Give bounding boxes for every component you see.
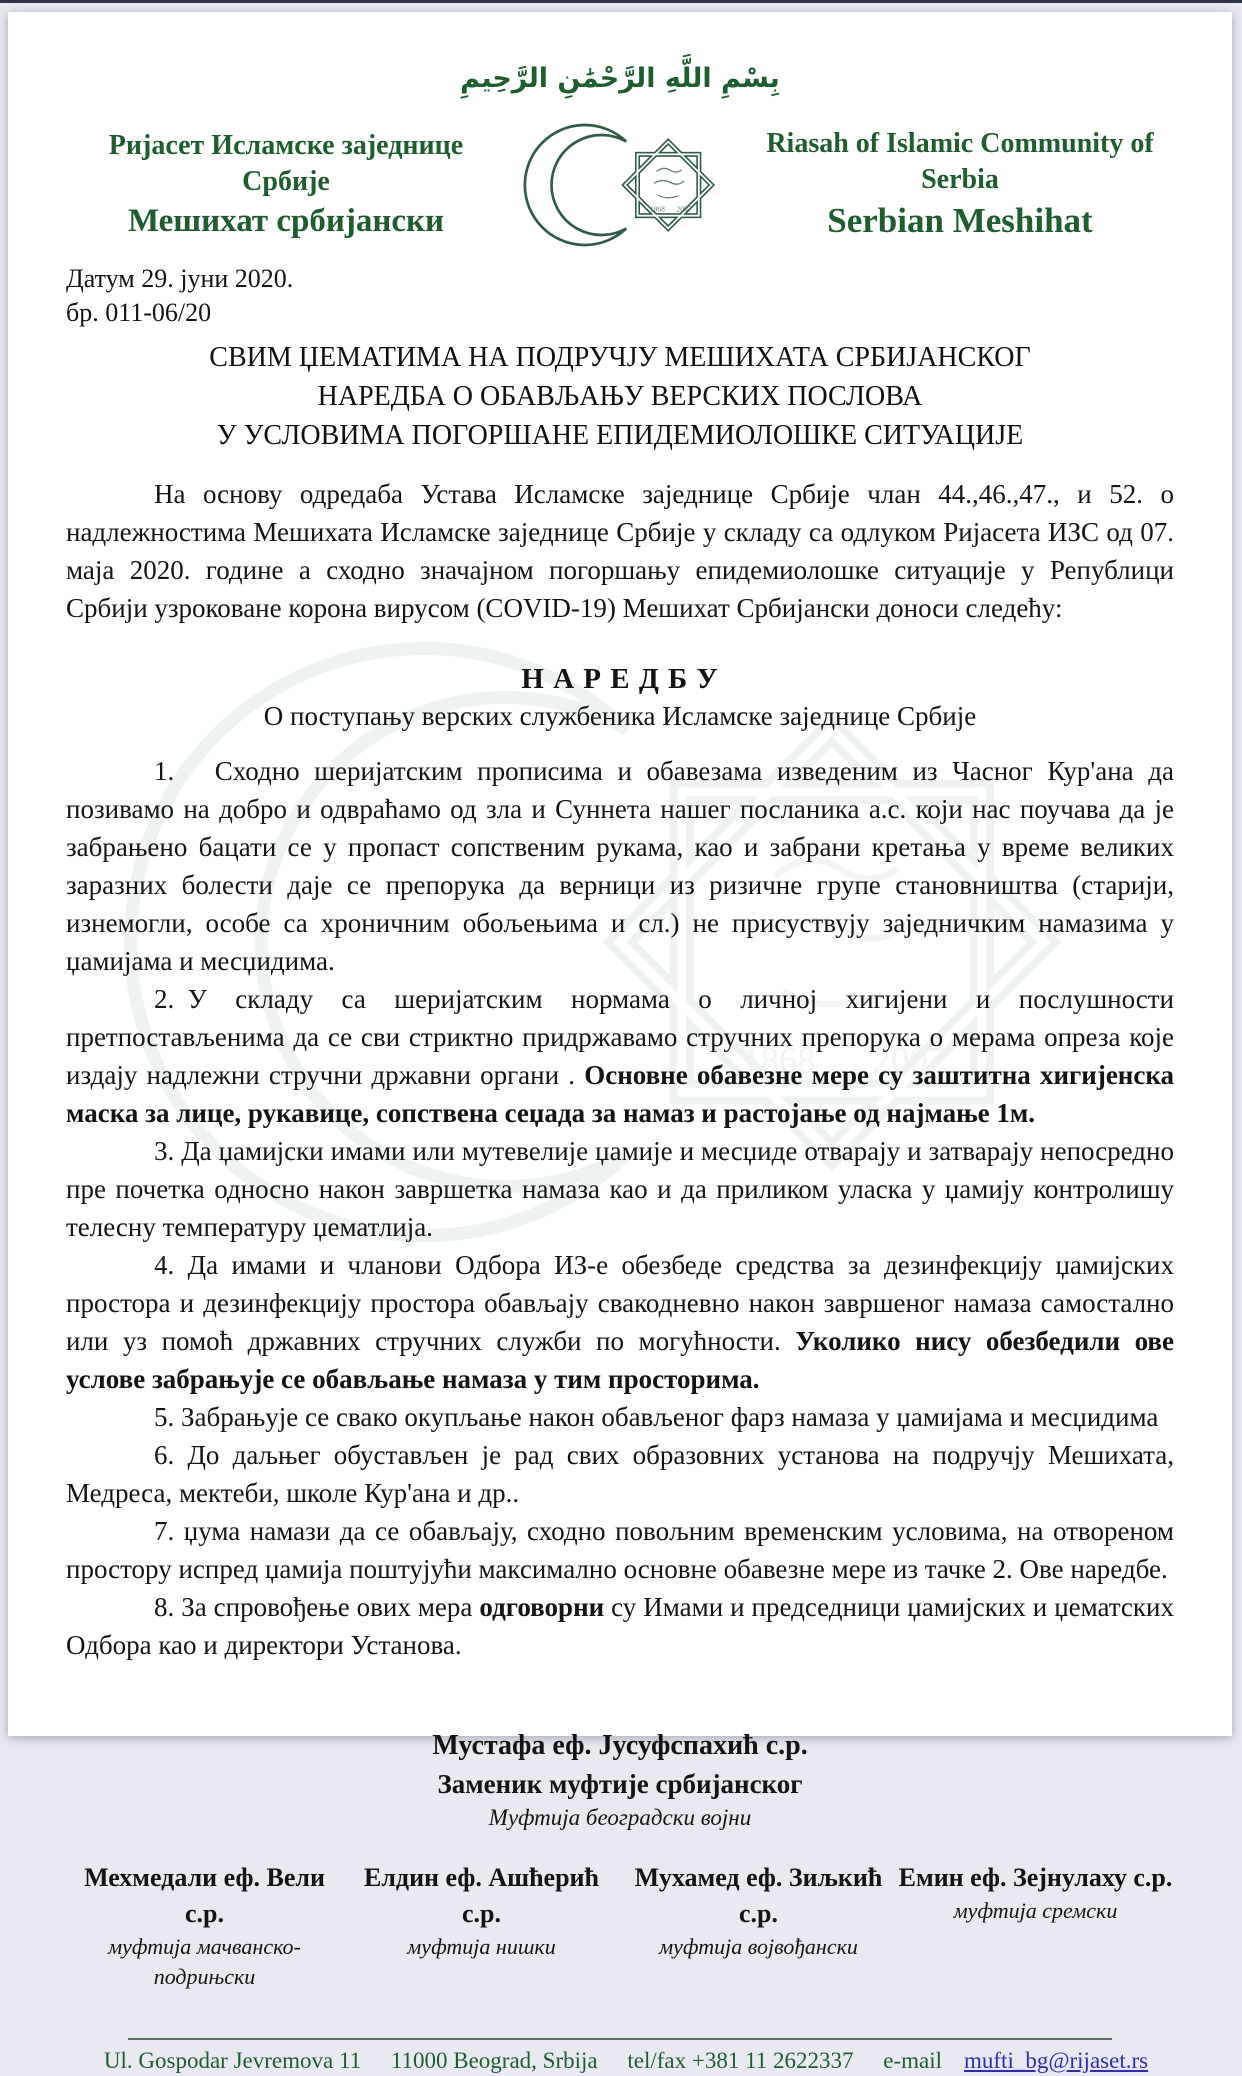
signatory-name: Мухамед еф. Зиљкић с.р. bbox=[634, 1863, 883, 1928]
order-item: 1. Сходно шеријатским прописима и обавезама изведеним из Часног Кур'ана да позивамо на добро и одвраћамо од зла и Суннета нашег посланика а.с. који нас поучава да је забрањено бацати се у пропаст сопственим рукама, као и забрани кретања у време великих заразних болести даје се препорука да верници из ризичне групе становништва (старији, изнемогли, особе са хроничним обољењима и сл.) не присуствују заједничким намазима у џамијама и месџидима. bbox=[66, 756, 1174, 976]
order-subtitle: О поступању верских службеника Исламске заједнице Србије bbox=[263, 701, 977, 731]
crescent-star-emblem-icon bbox=[514, 110, 739, 260]
footer-email-label: e-mail bbox=[883, 2048, 942, 2073]
org-name-cyrillic bbox=[66, 128, 506, 242]
signatory-4 bbox=[897, 1860, 1174, 1992]
signatory-title: муфтија нишки bbox=[407, 1934, 556, 1959]
signature-title: Заменик муфтије србијанског bbox=[437, 1769, 803, 1799]
signatory-name: Елдин еф. Ашћерић с.р. bbox=[363, 1863, 599, 1928]
footer-contact-line bbox=[66, 2046, 1174, 2076]
document-title bbox=[66, 338, 1174, 455]
footer-address: Ul. Gospodar Jevremova 11 bbox=[103, 2048, 362, 2073]
order-item: 2. У складу са шеријатским нормама о личној хигијени и послушности претпостављенима да се сви стриктно придржавамо стручних препорука о мерама опреза које издају надлежни стручни државни органи . Основне обавезне мере су заштитна хигијенска маска за лице, рукавице, сопствена сеџада за намаз и растојање од најмање 1м. bbox=[66, 984, 1174, 1128]
logo-container bbox=[506, 110, 746, 260]
signature-name: Мустафа еф. Јусуфспахић с.р. bbox=[432, 1730, 808, 1761]
footer-divider bbox=[128, 2038, 1112, 2040]
order-items bbox=[66, 752, 1174, 1664]
org-name-cyrillic-line1: Ријасет Исламске заједнице Србије bbox=[108, 130, 464, 197]
primary-signature-block bbox=[66, 1726, 1174, 1834]
document-page bbox=[8, 12, 1232, 2073]
footer-city: 11000 Beograd, Srbija bbox=[390, 2048, 598, 2073]
order-item: 3. Да џамијски имами или мутевелије џамије и месџиде отварају и затварају непосредно пре почетка односно након завршетка намаза као и да приликом уласка у џамију контролишу телесну температуру џематлија. bbox=[66, 1136, 1174, 1242]
signatory-title: муфтија сремски bbox=[953, 1898, 1118, 1923]
document-meta bbox=[66, 262, 1174, 330]
signatory-1 bbox=[66, 1860, 343, 1992]
bismillah-calligraphy: بِسْمِ اللَّهِ الرَّحْمَٰنِ الرَّحِيمِ bbox=[460, 63, 780, 94]
footer-email-link[interactable]: mufti_bg@rijaset.rs bbox=[964, 2048, 1149, 2073]
intro-paragraph: На основу одредаба Устава Исламске заједнице Србије члан 44.,46.,47., и 52. о надлежностима Мешихата Исламске заједнице Србије у складу са одлуком Ријасета ИЗС од 07. маја 2020. године а сходно значајном погоршању епидемиолошке ситуације у Републици Србији узроковане корона вирусом (COVID-19) Мешихат Србијански доноси следећу: bbox=[66, 479, 1174, 623]
order-heading: Н А Р Е Д Б У bbox=[521, 663, 719, 695]
order-item: 8. За спровођење ових мера одговорни су Имами и председници џамијских и џематских Одбора као и директори Установа. bbox=[66, 1592, 1174, 1660]
org-name-cyrillic-line2: Мешихат србијански bbox=[127, 203, 445, 239]
document-content bbox=[8, 12, 1232, 2076]
letterhead bbox=[66, 110, 1174, 260]
org-name-english-line1: Riasah of Islamic Community of Serbia bbox=[766, 128, 1154, 195]
co-signatories-row bbox=[66, 1860, 1174, 1992]
document-title-line1: СВИМ ЏЕМАТИМА НА ПОДРУЧЈУ МЕШИХАТА СРБИЈАНСКОГ bbox=[209, 342, 1031, 373]
order-item: 6. До даљњег обустављен је рад свих образовних установа на подручју Мешихата, Медреса, мектеби, школе Кур'ана и др.. bbox=[66, 1440, 1174, 1508]
signature-subtitle: Муфтија београдски војни bbox=[488, 1805, 752, 1830]
signatory-2 bbox=[343, 1860, 620, 1992]
order-item: 7. џума намази да се обављају, сходно повољним временским условима, на отвореном простору испред џамија поштујући максимално основне обавезне мере из тачке 2. Ове наредбе. bbox=[66, 1516, 1174, 1584]
letter-footer bbox=[66, 2038, 1174, 2076]
org-name-english bbox=[746, 126, 1174, 244]
signatory-title: муфтија војвођански bbox=[659, 1934, 858, 1959]
order-item: 5. Забрањује се свако окупљање након обављеног фарз намаза у џамијама и месџидима bbox=[154, 1402, 1159, 1432]
signatory-name: Емин еф. Зејнулаху с.р. bbox=[898, 1863, 1173, 1892]
order-item: 4. Да имами и чланови Одбора ИЗ-е обезбеде средства за дезинфекцију џамијских простора и дезинфекцију простора обављају свакодневно након завршеног намаза самостално или уз помоћ државних стручних служби по могућности. Уколико нису обезбедили ове услове забрањује се обављање намаза у тим просторима. bbox=[66, 1250, 1174, 1394]
signatory-name: Мехмедали еф. Вели с.р. bbox=[84, 1863, 325, 1928]
window-top-strip bbox=[0, 0, 1242, 3]
footer-telfax: tel/fax +381 11 2622337 bbox=[627, 2048, 854, 2073]
org-name-english-line2: Serbian Meshihat bbox=[827, 201, 1093, 240]
document-date: Датум 29. јуни 2020. bbox=[66, 264, 294, 293]
document-title-line3: У УСЛОВИМА ПОГОРШАНЕ ЕПИДЕМИОЛОШКЕ СИТУАЦИЈЕ bbox=[216, 420, 1024, 451]
document-title-line2: НАРЕДБА О ОБАВЉАЊУ ВЕРСКИХ ПОСЛОВА bbox=[317, 381, 923, 412]
document-number: бр. 011-06/20 bbox=[66, 298, 212, 327]
signatory-3 bbox=[620, 1860, 897, 1992]
signatory-title: муфтија мачванско-подрињски bbox=[108, 1934, 301, 1989]
